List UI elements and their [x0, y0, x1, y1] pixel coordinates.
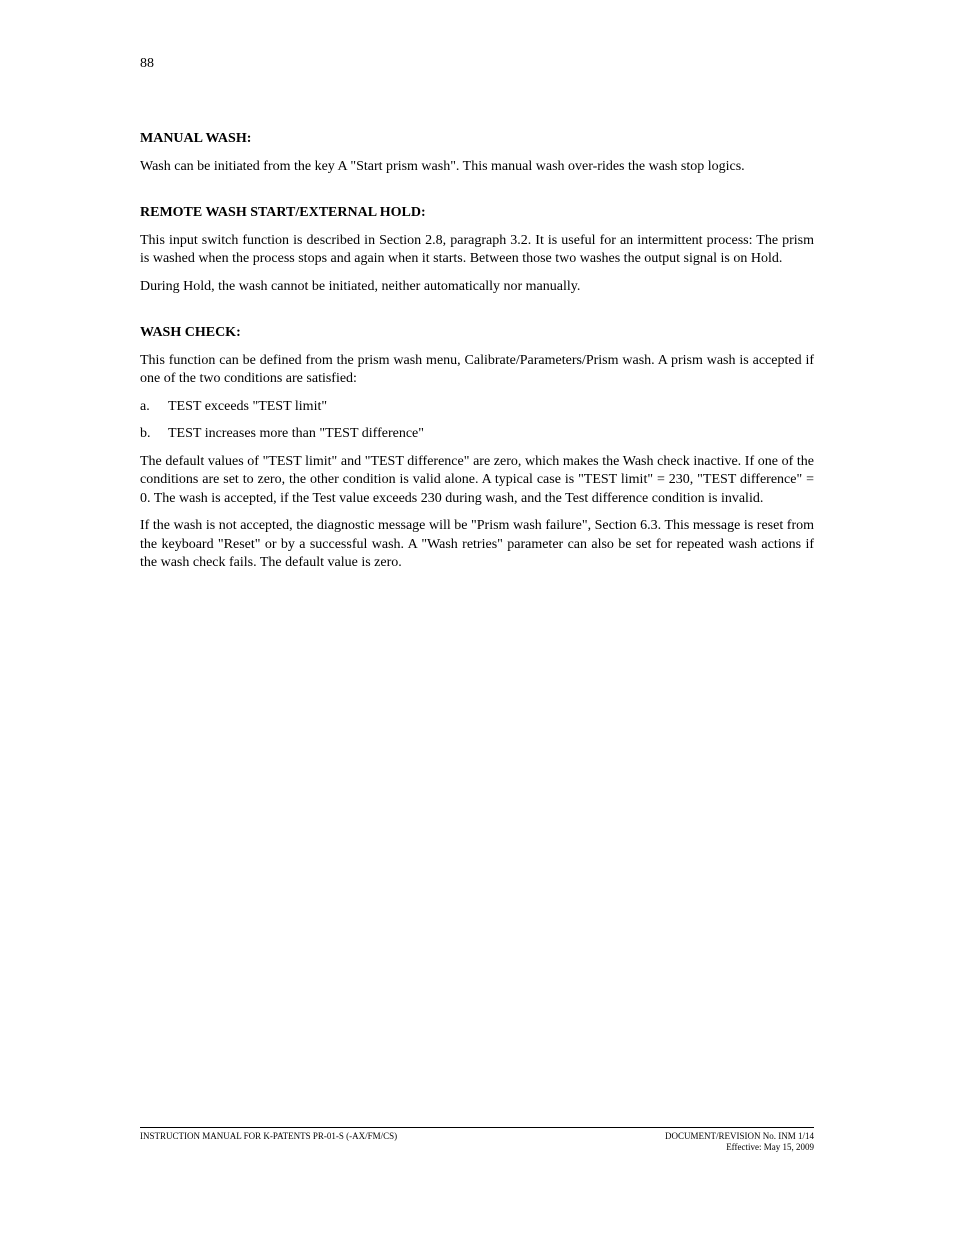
paragraph: Wash can be initiated from the key A "Start prism wash". This manual wash over-rides the wash stop logics.	[140, 158, 745, 174]
paragraph: If the wash is not accepted, the diagnostic message will be "Prism wash failure", Section 6.3. This message is reset from the keyboard "Reset" or by a successful wash. A "Wash retries" parameter can also be set for repeated wash actions if the wash check fails. The default value is zero.	[140, 518, 814, 570]
footer-revision: DOCUMENT/REVISION No. INM 1/14	[665, 1131, 814, 1141]
list-marker: a.	[140, 398, 150, 414]
list-item	[140, 425, 814, 444]
section-heading: MANUAL WASH:	[140, 131, 252, 146]
footer-manual-title: INSTRUCTION MANUAL FOR K-PATENTS PR-01-S (-AX/FM/CS)	[140, 1131, 398, 1141]
paragraph: The default values of "TEST limit" and "TEST difference" are zero, which makes the Wash check inactive. If one of the conditions are set to zero, the other condition is valid alone. A typical case is "TEST limit" = 230, "TEST difference" = 0. The wash is accepted, if the Test value exceeds 230 during wash, and the Test difference condition is invalid.	[140, 453, 814, 506]
paragraph: This input switch function is described in Section 2.8, paragraph 3.2. It is useful for an intermittent process: The prism is washed when the process stops and again when it starts. Between those two washes the output signal is on Hold.	[140, 232, 814, 266]
section-manual-wash	[140, 130, 814, 176]
list-item-text: TEST increases more than "TEST difference"	[168, 426, 424, 441]
paragraph: This function can be defined from the prism wash menu, Calibrate/Parameters/Prism wash. A prism wash is accepted if one of the two conditions are satisfied:	[140, 352, 814, 386]
section-wash-check	[140, 324, 814, 573]
footer-document-info	[665, 1131, 814, 1153]
section-heading: WASH CHECK:	[140, 325, 241, 340]
footer-effective-date: Effective: May 15, 2009	[726, 1142, 814, 1152]
page-number: 88	[140, 56, 154, 71]
section-heading: REMOTE WASH START/EXTERNAL HOLD:	[140, 205, 426, 220]
list-marker: b.	[140, 426, 151, 441]
list-item-text: TEST exceeds "TEST limit"	[168, 398, 328, 414]
paragraph: During Hold, the wash cannot be initiated, neither automatically nor manually.	[140, 278, 581, 294]
document-body	[140, 130, 814, 601]
page-footer	[140, 1127, 814, 1153]
section-remote-wash	[140, 204, 814, 296]
list-item	[140, 398, 814, 417]
